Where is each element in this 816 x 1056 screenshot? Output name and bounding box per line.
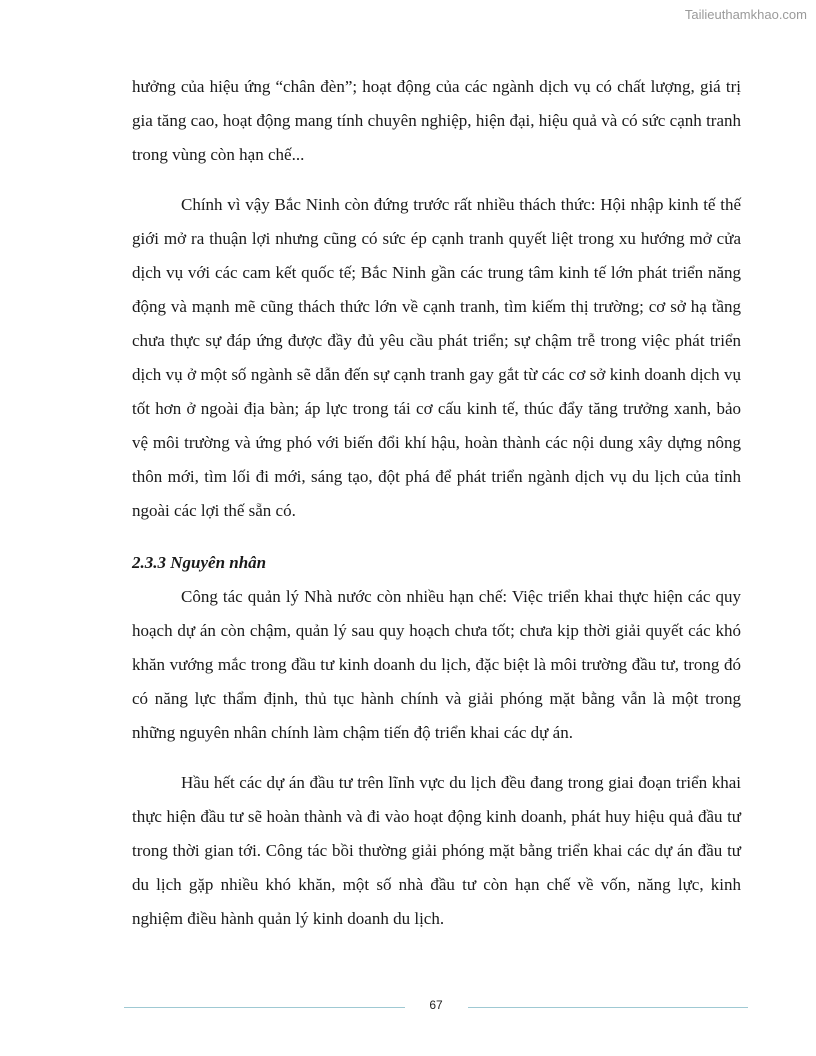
paragraph-continuation: hưởng của hiệu ứng “chân đèn”; hoạt động của các ngành dịch vụ có chất lượng, giá trị gia tăng cao, hoạt động mang tính chuyên nghiệp, hiện đại, hiệu quả và có sức cạnh tranh trong vùng còn hạn chế... bbox=[132, 77, 741, 164]
paragraph-investment-causes: Hầu hết các dự án đầu tư trên lĩnh vực du lịch đều đang trong giai đoạn triển khai thực hiện đầu tư sẽ hoàn thành và đi vào hoạt động kinh doanh, phát huy hiệu quả đầu tư trong thời gian tới. Công tác bồi thường giải phóng mặt bằng triển khai các dự án đầu tư du lịch gặp nhiều khó khăn, một số nhà đầu tư còn hạn chế về vốn, năng lực, kinh nghiệm điều hành quản lý kinh doanh du lịch. bbox=[132, 773, 741, 928]
section-heading: 2.3.3 Nguyên nhân bbox=[132, 553, 267, 572]
watermark: Tailieuthamkhao.com bbox=[684, 7, 807, 22]
footer-rule-right bbox=[468, 1007, 748, 1008]
page-number: 67 bbox=[429, 998, 443, 1012]
paragraph-management-causes: Công tác quản lý Nhà nước còn nhiều hạn chế: Việc triển khai thực hiện các quy hoạch dự án còn chậm, quản lý sau quy hoạch chưa tốt; chưa kịp thời giải quyết các khó khăn vướng mắc trong đầu tư kinh doanh du lịch, đặc biệt là môi trường đầu tư, trong đó có năng lực thẩm định, thủ tục hành chính và giải phóng mặt bằng vẫn là một trong những nguyên nhân chính làm chậm tiến độ triển khai các dự án. bbox=[132, 587, 741, 742]
paragraph-challenges: Chính vì vậy Bắc Ninh còn đứng trước rất nhiều thách thức: Hội nhập kinh tế thế giới mở ra thuận lợi nhưng cũng có sức ép cạnh tranh quyết liệt trong xu hướng mở cửa dịch vụ với các cam kết quốc tế; Bắc Ninh gần các trung tâm kinh tế lớn phát triển năng động và mạnh mẽ cũng thách thức lớn về cạnh tranh, tìm kiếm thị trường; cơ sở hạ tầng chưa thực sự đáp ứng được đầy đủ yêu cầu phát triển; sự chậm trễ trong việc phát triển dịch vụ ở một số ngành sẽ dẫn đến sự cạnh tranh gay gắt từ các cơ sở kinh doanh dịch vụ tốt hơn ở ngoài địa bàn; áp lực trong tái cơ cấu kinh tế, thúc đẩy tăng trưởng xanh, bảo vệ môi trường và ứng phó với biến đổi khí hậu, hoàn thành các nội dung xây dựng nông thôn mới, tìm lối đi mới, sáng tạo, đột phá để phát triển ngành dịch vụ du lịch của tỉnh ngoài các lợi thế sẵn có. bbox=[132, 195, 741, 520]
page-footer bbox=[124, 996, 748, 1018]
page-body bbox=[132, 70, 741, 936]
